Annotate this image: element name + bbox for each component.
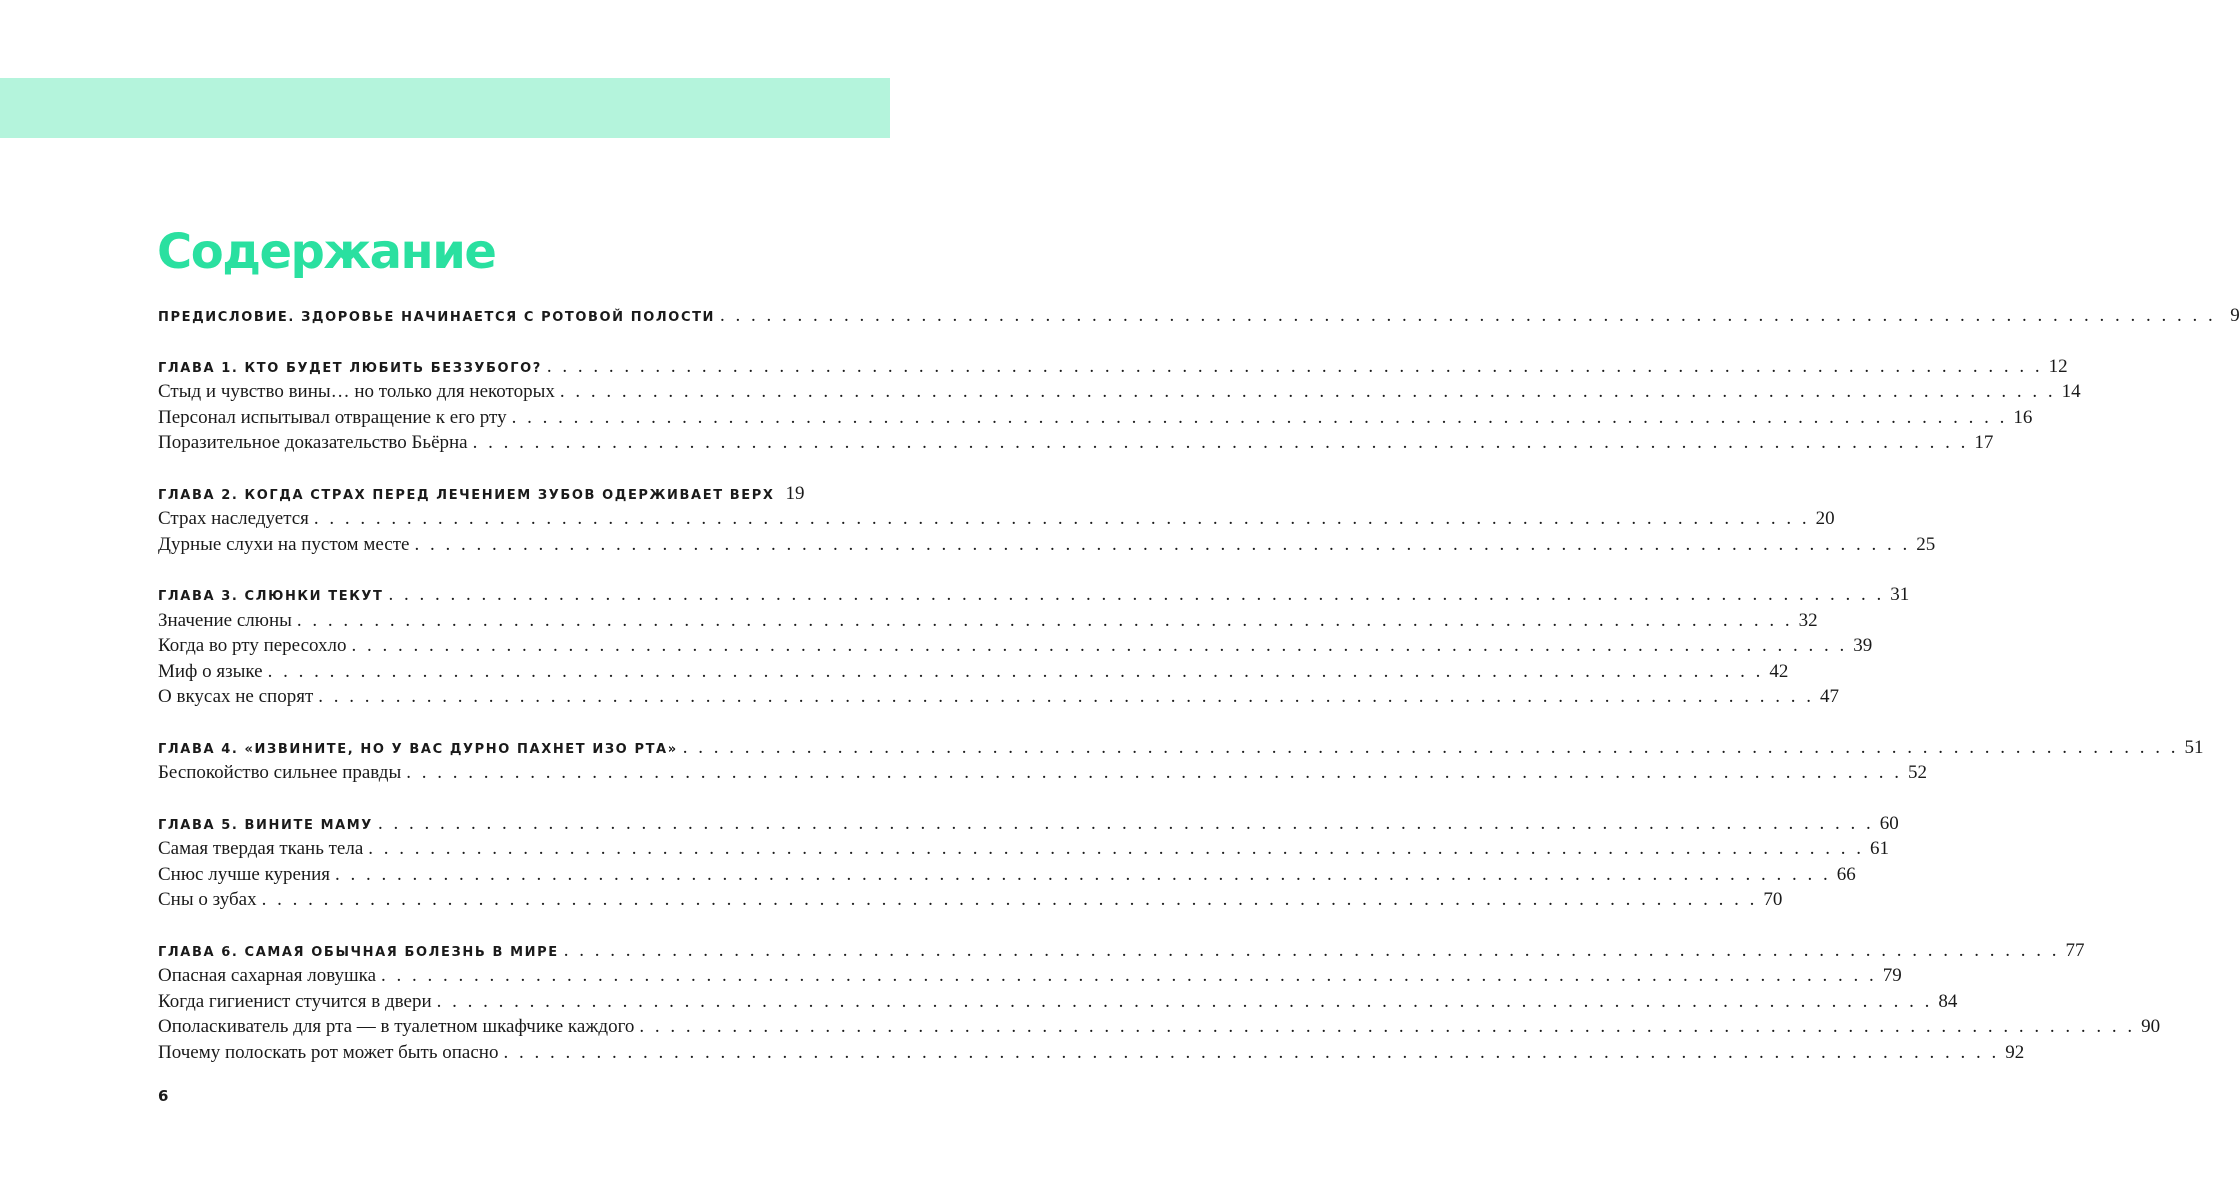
section-title: Почему полоскать рот может быть опасно [158,1041,499,1063]
chapter-title: ГЛАВА 5. ВИНИТЕ МАМУ [158,817,373,833]
dot-leader [473,430,1969,456]
dot-leader [639,1014,2135,1040]
dot-leader [262,887,1758,913]
header-band [0,78,890,138]
toc-section-row [158,684,1839,710]
toc-section-row [158,405,2033,431]
section-title: Персонал испытывал отвращение к его рту [158,406,507,428]
toc-page-number: 79 [1882,965,1902,986]
dot-leader [297,608,1793,634]
toc-page-number: 77 [2065,939,2085,961]
dot-leader [683,735,2179,761]
toc-group [158,303,2240,329]
toc-chapter-row [158,735,2204,761]
dot-leader [560,379,2056,405]
dot-leader [381,963,1877,989]
section-title: Беспокойство сильнее правды [158,762,402,783]
section-title: Ополаскиватель для рта — в туалетном шкафчике каждого [158,1016,635,1037]
dot-leader [406,760,1902,786]
section-title: Самая твердая ткань тела [158,838,364,859]
toc-chapter-row [158,582,1910,608]
table-of-contents [158,303,2240,1090]
toc-page-number: 16 [2013,406,2033,428]
toc-page-number: 39 [1853,635,1873,656]
chapter-title: ГЛАВА 2. КОГДА СТРАХ ПЕРЕД ЛЕЧЕНИЕМ ЗУБОВ ОДЕРЖИВАЕТ ВЕРХ [158,487,775,503]
toc-page-number: 92 [2005,1041,2025,1063]
toc-group [158,481,1936,558]
toc-page-number: 66 [1836,863,1856,885]
section-title: Страх наследуется [158,508,309,529]
toc-chapter-row [158,303,2240,329]
toc-chapter-row [158,811,1899,837]
dot-leader [378,811,1874,837]
toc-chapter-row [158,481,805,507]
dot-leader [318,684,1814,710]
toc-section-row [158,989,1958,1015]
section-title: Поразительное доказательство Бьёрна [158,432,468,453]
toc-group [158,735,2204,786]
dot-leader [268,659,1764,685]
section-title: Миф о языке [158,660,263,682]
dot-leader [437,989,1933,1015]
dot-leader [720,303,2216,329]
dot-leader [414,532,1910,558]
toc-page-number: 60 [1879,812,1899,834]
toc-page-number: 14 [2061,381,2081,402]
section-title: Когда гигиенист стучится в двери [158,990,432,1012]
section-title: Сны о зубах [158,889,257,910]
chapter-title: ГЛАВА 3. СЛЮНКИ ТЕКУТ [158,589,384,604]
toc-page-number: 47 [1820,686,1839,707]
toc-group [158,354,2081,456]
dot-leader [352,633,1848,659]
section-title: Значение слюны [158,609,292,631]
section-title: О вкусах не спорят [158,686,314,707]
toc-group [158,811,1899,913]
toc-group [158,582,1910,710]
toc-page-number: 19 [785,482,805,504]
dot-leader [368,836,1864,862]
toc-page-number: 84 [1938,990,1958,1012]
toc-page-number: 20 [1815,508,1835,529]
toc-page-number: 51 [2184,736,2204,758]
page-title: Содержание [157,224,496,280]
section-title: Опасная сахарная ловушка [158,965,377,986]
toc-section-row [158,430,1994,456]
toc-page-number: 42 [1769,660,1789,682]
chapter-title: ГЛАВА 1. КТО БУДЕТ ЛЮБИТЬ БЕЗЗУБОГО? [158,360,542,376]
toc-chapter-row [158,938,2085,964]
toc-page-number: 12 [2048,355,2068,377]
toc-section-row [158,887,1783,913]
toc-section-row [158,836,1890,862]
section-title: Снюс лучше курения [158,863,331,885]
toc-page-number: 70 [1763,889,1783,910]
toc-page-number: 17 [1974,432,1994,453]
page-number: 6 [158,1087,169,1105]
dot-leader [512,405,2008,431]
dot-leader [547,354,2043,380]
toc-section-row [158,659,1789,685]
section-title: Стыд и чувство вины… но только для некоторых [158,381,555,402]
toc-chapter-row [158,354,2068,380]
toc-page-number: 90 [2141,1016,2161,1037]
toc-section-row [158,862,1856,888]
section-title: Дурные слухи на пустом месте [158,533,410,555]
toc-page-number: 9 [2230,305,2240,326]
toc-section-row [158,1040,2025,1066]
toc-section-row [158,963,1902,989]
chapter-title: ГЛАВА 6. САМАЯ ОБЫЧНАЯ БОЛЕЗНЬ В МИРЕ [158,944,559,960]
toc-section-row [158,760,1927,786]
toc-section-row [158,1014,2161,1040]
section-title: Когда во рту пересохло [158,635,347,656]
chapter-title: ГЛАВА 4. «ИЗВИНИТЕ, НО У ВАС ДУРНО ПАХНЕТ ИЗО РТА» [158,741,678,757]
toc-page-number: 61 [1870,838,1890,859]
toc-page-number: 52 [1908,762,1927,783]
toc-group [158,938,2161,1066]
dot-leader [564,938,2060,964]
toc-section-row [158,379,2081,405]
dot-leader [314,506,1810,532]
chapter-title: ПРЕДИСЛОВИЕ. ЗДОРОВЬЕ НАЧИНАЕТСЯ С РОТОВОЙ ПОЛОСТИ [158,310,716,325]
toc-page-number: 32 [1798,609,1818,631]
toc-page-number: 31 [1890,584,1910,605]
toc-section-row [158,532,1936,558]
dot-leader [335,862,1831,888]
toc-section-row [158,608,1818,634]
toc-section-row [158,633,1873,659]
toc-page-number: 25 [1916,533,1936,555]
dot-leader [389,582,1885,608]
dot-leader [503,1040,1999,1066]
toc-section-row [158,506,1835,532]
